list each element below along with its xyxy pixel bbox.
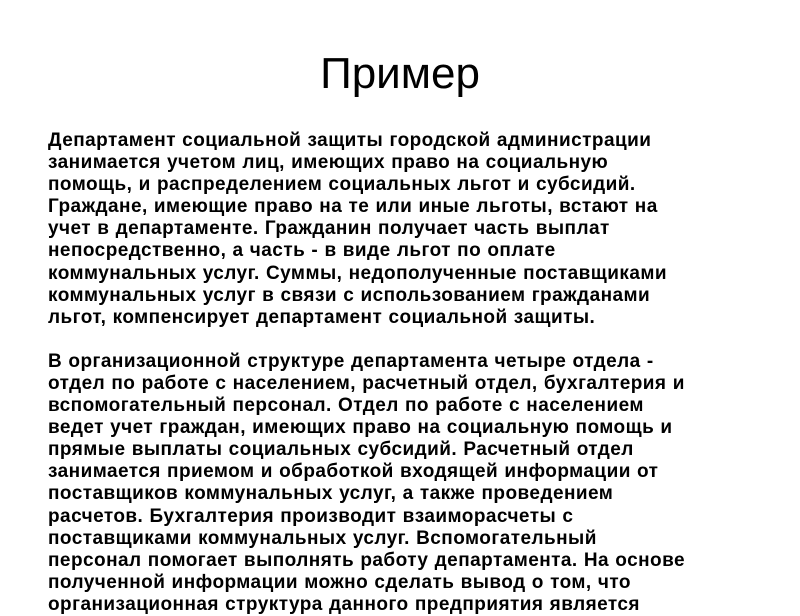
paragraph-line: помощь, и распределением социальных льгот и субсидий.	[48, 174, 636, 196]
paragraph-line: занимается приемом и обработкой входящей информации от	[48, 461, 659, 483]
slide-title: Пример	[320, 49, 480, 98]
paragraph-line: прямые выплаты социальных субсидий. Расчетный отдел	[48, 439, 634, 461]
paragraph-line: поставщиков коммунальных услуг, а также проведением	[48, 483, 614, 505]
paragraph-line: коммунальных услуг в связи с использованием гражданами	[48, 284, 651, 306]
paragraph-line: занимается учетом лиц, имеющих право на социальную	[48, 152, 609, 174]
paragraph-line: ведет учет граждан, имеющих право на социальную помощь и	[48, 417, 673, 439]
paragraph-line: вспомогательный персонал. Отдел по работе с населением	[48, 395, 644, 417]
paragraph-line: отдел по работе с населением, расчетный отдел, бухгалтерия и	[48, 372, 685, 394]
paragraph-line: Граждане, имеющие право на те или иные льготы, встают на	[48, 196, 658, 218]
paragraph-line: Департамент социальной защиты городской администрации	[48, 130, 652, 151]
paragraph-line: организационная структура данного предприятия является	[48, 593, 640, 615]
paragraph-department-description	[48, 130, 760, 329]
slide-body	[48, 130, 760, 616]
paragraph-organizational-structure	[48, 351, 760, 616]
paragraph-line: персонал помогает выполнять работу департамента. На основе	[48, 549, 686, 571]
paragraph-line: В организационной структуре департамента четыре отдела -	[48, 350, 654, 372]
paragraph-line: льгот, компенсирует департамент социальной защиты.	[48, 306, 596, 328]
paragraph-line: полученной информации можно сделать вывод о том, что	[48, 571, 631, 593]
paragraph-line: учет в департаменте. Гражданин получает часть выплат	[48, 218, 610, 240]
paragraph-line: поставщиками коммунальных услуг. Вспомогательный	[48, 527, 597, 549]
paragraph-line: расчетов. Бухгалтерия производит взаиморасчеты с	[48, 505, 574, 527]
paragraph-line: непосредственно, а часть - в виде льгот по оплате	[48, 240, 556, 262]
paragraph-line: коммунальных услуг. Суммы, недополученные поставщиками	[48, 262, 668, 284]
